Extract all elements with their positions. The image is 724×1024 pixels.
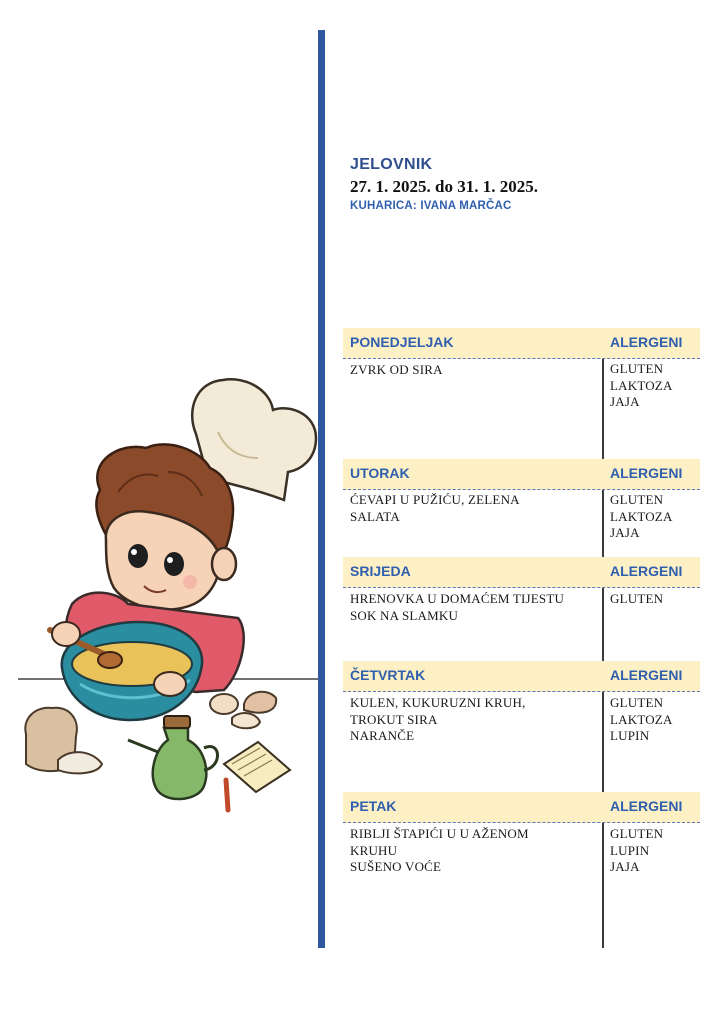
allergens-wednesday bbox=[610, 591, 700, 608]
day-band-thursday bbox=[343, 661, 700, 692]
menu-header bbox=[350, 156, 538, 212]
allergens-thursday bbox=[610, 695, 700, 745]
meal-line: ĆEVAPI U PUŽIĆU, ZELENA bbox=[350, 492, 520, 507]
allergen-item: GLUTEN bbox=[610, 695, 664, 710]
day-band-tuesday bbox=[343, 459, 700, 490]
meal-line: SOK NA SLAMKU bbox=[350, 607, 459, 623]
allergen-item: LUPIN bbox=[610, 728, 650, 743]
day-name: ČETVRTAK bbox=[350, 667, 426, 683]
meal-line: KULEN, KUKURUZNI KRUH, bbox=[350, 695, 526, 710]
eye-right bbox=[164, 552, 184, 576]
flour-bag-icon bbox=[25, 708, 102, 774]
allergens-label: ALERGENI bbox=[610, 563, 683, 579]
meal-line: HRENOVKA U DOMAĆEM TIJESTU bbox=[350, 591, 565, 606]
allergens-tuesday bbox=[610, 492, 700, 542]
meal-line: NARANČE bbox=[350, 728, 415, 743]
oil-jug-icon bbox=[128, 716, 218, 799]
menu-title: JELOVNIK bbox=[350, 156, 433, 173]
allergen-item: LAKTOZA bbox=[610, 377, 673, 393]
menu-cook: KUHARICA: IVANA MARČAC bbox=[350, 200, 512, 212]
meal-line: RIBLJI ŠTAPIĆI U U AŽENOM bbox=[350, 826, 529, 841]
allergens-label: ALERGENI bbox=[610, 798, 683, 814]
day-name: PETAK bbox=[350, 798, 397, 814]
meal-line: SALATA bbox=[350, 508, 400, 524]
allergen-item: LAKTOZA bbox=[610, 711, 673, 727]
allergen-item: JAJA bbox=[610, 394, 640, 409]
meal-line: KRUHU bbox=[350, 842, 398, 858]
menu-date-range: 27. 1. 2025. do 31. 1. 2025. bbox=[350, 177, 538, 196]
allergen-item: JAJA bbox=[610, 859, 640, 874]
meal-friday bbox=[350, 826, 595, 876]
allergens-label: ALERGENI bbox=[610, 465, 683, 481]
eye-left bbox=[128, 544, 148, 568]
allergen-item: GLUTEN bbox=[610, 361, 664, 376]
allergen-item: LUPIN bbox=[610, 842, 650, 858]
day-name: PONEDJELJAK bbox=[350, 334, 454, 350]
eggs-icon bbox=[210, 692, 276, 729]
allergen-item: GLUTEN bbox=[610, 826, 664, 841]
vertical-accent-line bbox=[318, 30, 325, 948]
meal-monday bbox=[350, 362, 595, 379]
allergens-label: ALERGENI bbox=[610, 667, 683, 683]
meal-line: ZVRK OD SIRA bbox=[350, 362, 443, 377]
allergen-item: GLUTEN bbox=[610, 591, 664, 606]
allergens-label: ALERGENI bbox=[610, 334, 683, 350]
day-band-monday bbox=[343, 328, 700, 359]
meal-line: TROKUT SIRA bbox=[350, 711, 438, 727]
notepad-icon bbox=[224, 742, 290, 792]
day-name: SRIJEDA bbox=[350, 563, 411, 579]
pencil-icon bbox=[226, 780, 228, 810]
allergen-item: GLUTEN bbox=[610, 492, 664, 507]
meal-tuesday bbox=[350, 492, 595, 525]
allergens-monday bbox=[610, 361, 700, 411]
meal-thursday bbox=[350, 695, 595, 745]
day-name: UTORAK bbox=[350, 465, 410, 481]
day-band-friday bbox=[343, 792, 700, 823]
day-band-wednesday bbox=[343, 557, 700, 588]
table-column-divider bbox=[602, 328, 604, 948]
child-chef-illustration bbox=[18, 372, 318, 817]
meal-wednesday bbox=[350, 591, 595, 624]
allergens-friday bbox=[610, 826, 700, 876]
meal-line: SUŠENO VOĆE bbox=[350, 859, 442, 874]
allergen-item: LAKTOZA bbox=[610, 508, 673, 524]
allergen-item: JAJA bbox=[610, 525, 640, 540]
mixing-bowl-icon bbox=[62, 622, 202, 720]
